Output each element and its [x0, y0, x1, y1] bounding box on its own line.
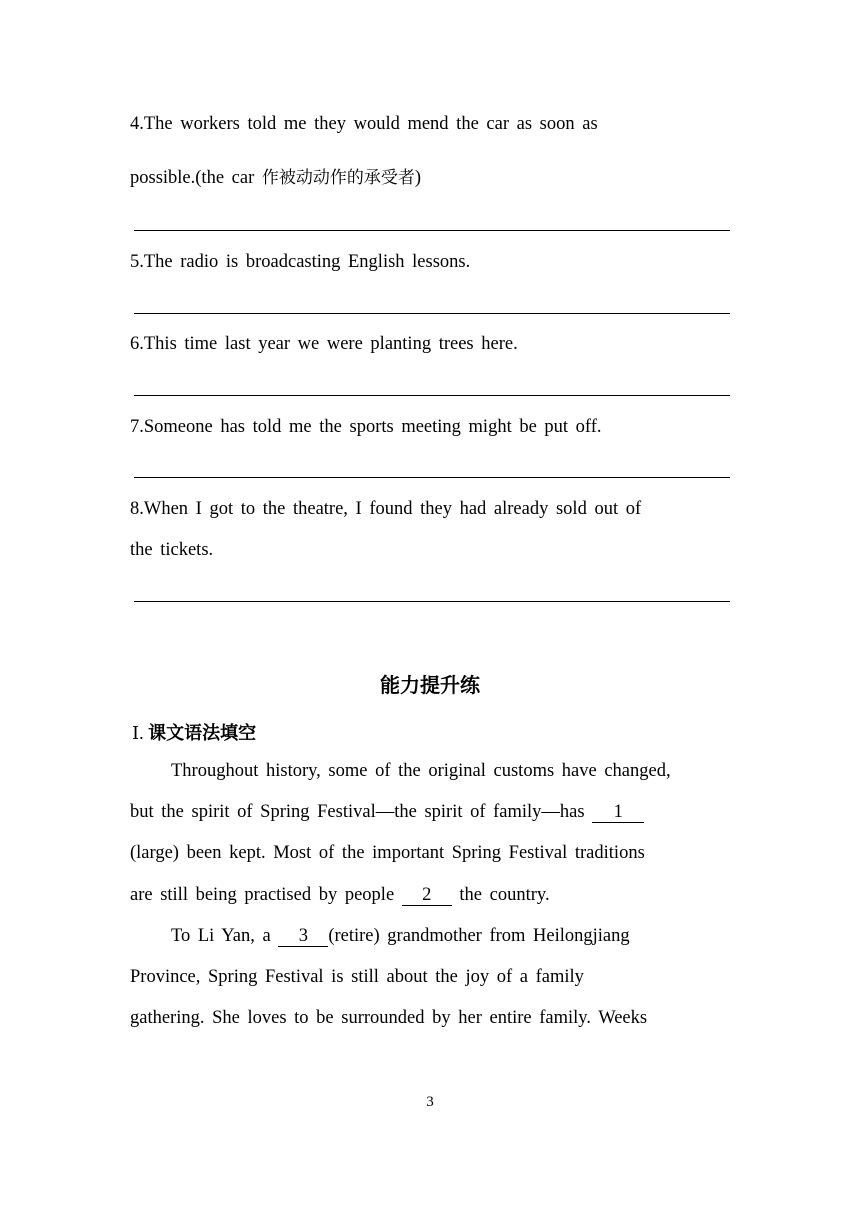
exercise-8-line-1: 8.When I got to the theatre, I found they had already sold out of [130, 499, 642, 519]
exercise-4-paren: ) [414, 168, 422, 188]
passage-p1-line-4 [130, 885, 550, 906]
passage-p1-line-1: Throughout history, some of the original customs have changed, [171, 761, 671, 781]
blank-1[interactable]: 1 [592, 803, 644, 823]
exercise-5-line-1: 5.The radio is broadcasting English lessons. [130, 252, 471, 272]
exercise-6-line-1: 6.This time last year we were planting trees here. [130, 334, 518, 354]
passage-text: To Li Yan, a [171, 926, 279, 946]
passage-p1-line-3: (large) been kept. Most of the important Spring Festival traditions [130, 843, 645, 863]
exercise-4-line-1: 4.The workers told me they would mend the car as soon as [130, 114, 598, 134]
passage-text: (retire) grandmother from Heilongjiang [328, 926, 630, 946]
part-title: 课文语法填空 [148, 723, 257, 744]
answer-line-6[interactable] [134, 395, 730, 396]
passage-text: but the spirit of Spring Festival—the spirit of family—has [130, 802, 593, 822]
section-title: 能力提升练 [380, 673, 480, 697]
passage-text: are still being practised by people [130, 885, 402, 905]
exercise-4-line-2-text: possible.(the car [130, 168, 262, 188]
answer-line-7[interactable] [134, 477, 730, 478]
part-separator: . [139, 723, 149, 743]
passage-p2-line-2: Province, Spring Festival is still about the joy of a family [130, 967, 584, 987]
exercise-4-hint: 作被动动作的承受者 [261, 168, 415, 188]
blank-2[interactable]: 2 [402, 886, 452, 906]
passage-p2-line-3: gathering. She loves to be surrounded by her entire family. Weeks [130, 1008, 648, 1028]
exercise-8-line-2: the tickets. [130, 540, 214, 560]
passage-p2-line-1 [171, 926, 630, 947]
exercise-7-line-1: 7.Someone has told me the sports meeting might be put off. [130, 417, 602, 437]
answer-line-8[interactable] [134, 601, 730, 602]
blank-3[interactable]: 3 [278, 927, 328, 947]
part-heading [132, 719, 256, 745]
answer-line-5[interactable] [134, 313, 730, 314]
passage-text: the country. [451, 885, 550, 905]
exercise-4-line-2 [130, 163, 421, 189]
answer-line-4[interactable] [134, 230, 730, 231]
page-number: 3 [426, 1094, 434, 1110]
part-numeral: Ⅰ [132, 723, 140, 743]
passage-p1-line-2 [130, 802, 644, 823]
